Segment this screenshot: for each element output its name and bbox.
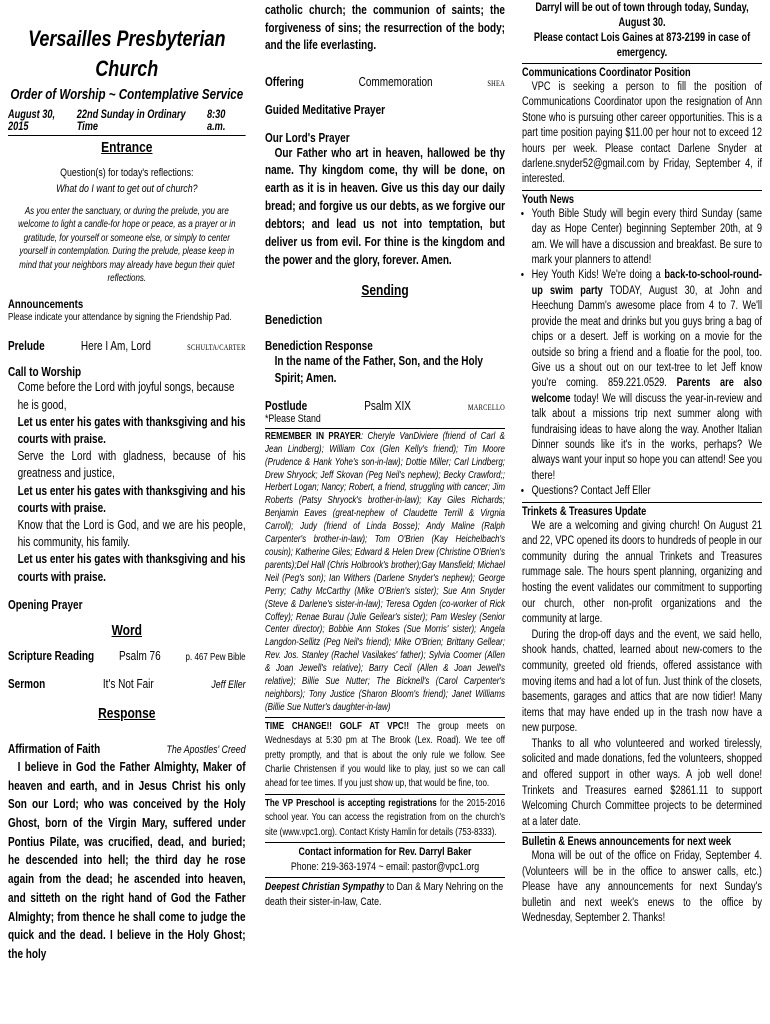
youth-item-swim-party: [532, 268, 762, 484]
youth-item-bible-study: • Youth Bible Study will begin every third Sunday (same day as Hope Center) beginning September 20th, at 9 am. We will have a discussion and breakfast. Be sure to mark your planners to attend!: [532, 207, 762, 269]
comm-divider: [522, 63, 762, 64]
liturgical-day: 22nd Sunday in Ordinary Time: [76, 109, 186, 133]
preschool-label: The VP Preschool is accepting registrations: [265, 797, 437, 809]
sympathy-text: to Dan & Mary Nehring on the death their sister-in-law, Cate.: [265, 881, 504, 909]
church-name: Versailles Presbyterian Church: [28, 26, 226, 81]
scripture-label: Scripture Reading: [8, 648, 95, 663]
guided-prayer: Guided Meditative Prayer: [265, 102, 386, 117]
benediction: Benediction: [265, 312, 323, 327]
call-response-3: Let us enter his gates with thanksgiving and his courts with praise.: [17, 552, 246, 584]
apostles-creed-part1: I believe in God the Father Almighty, Maker of heaven and earth, and in Jesus Christ his only Son our Lord; who was conceived by the Holy Ghost, born of the Virgin Mary, suffered under Pontius Pilate, was crucified, dead, and buried; he descended into hell; the third day he rose again from the dead; he ascended into heaven, and sitteth on the right hand of God the Father Almighty; from thence he shall come to judge the quick and the dead. I believe in the Holy Ghost; the holy: [8, 759, 246, 961]
postlude-composer: MARCELLO: [467, 402, 505, 412]
questions-label: Question(s) for today's reflections:: [60, 167, 194, 179]
call-response-1: Let us enter his gates with thanksgiving and his courts with praise.: [17, 414, 246, 447]
section-sending: Sending: [361, 281, 409, 299]
youth-item-questions: • Questions? Contact Jeff Eller: [532, 484, 762, 499]
section-response: Response: [98, 704, 156, 722]
trinkets-paragraph-1: We are a welcoming and giving church! On August 21 and 22, VPC opened its doors to hundreds of people in our community during the annual Trinkets and Treasures rummage sale. The hours spent planning, organizing and hosting the event validates our commitment to supporting our church, other non-profit organizations and the community at large.: [522, 519, 762, 626]
prelude-composer: SCHULTA/CARTER: [187, 343, 246, 353]
prelude-row: [8, 339, 246, 353]
opening-prayer: Opening Prayer: [8, 597, 83, 612]
trinkets-divider: [522, 502, 762, 503]
prayer-list-names: : Cheryle VanDiviere (friend of Carl & Jean Lindberg); William Cox (Glen Kelly's friend); Tim Moore (Prudence & Hank Yohe's son-in-law); Dottie Miller; Carl Lindberg; Drew Shryock; Jeff Skovan (Peg Neil's nephew); Becky Crawford;; Herbert Logan; Nancy; Robert, a friend, struggling with cancer; Jim Roberts (Patsy Shryock's brother-in-law); Kay Giles Richards; Benjamin Eaves (great-nephew of Claudette Terrill & Virgnia Carroll); Judy (friend of Linda Bosse); Andy Maline (Ralph Carpenter's brother-in-law); Tom O'Brien (Kay Heichelbach's cousin); Katherine Giles; Edward & Helen Drew (Christine O'Brien's parents);Del Hall (Chris Holbrook's brother);Gay Mansfield; Michael Neil (Peg's son); Ian Withers (Darlene Snyder's nephew); George Perry; Cathy McCarthy (Mike O'Brien's sister); Sue Ann Snyder (Steve & Darlene's sister-in-law); Teresa Ogden (co-worker of Rick Coffey); Renae Burau (Julie Geilear's sister); Pam Wesley (Senior Center director); Bobbie Ann Stokes (Sue Morris' sister); Angela Langdon-Sellitz (Peg Neil's friend); Mike O'Brien; Brittany Gellear; Rev. Jos. Stanley (Rachel Vasilakes' father); Sylvia Coomer (Allen & Joan Jewell's relative); Barry Cecil (Allen & Joan Jewell's relative); Billie Sue Nutter; The Bicknell's (Carol Carpenter's neighbors); Tony Justice (Sharon Bloom's friend); Janet Williams (Billie Sue Nutter's daughter-in-law): [265, 430, 505, 713]
section-word: Word: [111, 621, 143, 639]
postlude-row: [265, 399, 505, 413]
offering-label: Offering: [265, 74, 304, 89]
bulletin-text: Mona will be out of the office on Friday, September 4. (Volunteers will be in the office to answer calls, etc.) Please have any announcements for next Sunday's bulletin and next week's enews to the office by Wednesday, September 2. Thanks!: [522, 850, 762, 925]
sermon-title: It's Not Fair: [102, 676, 154, 691]
scripture-reference: Psalm 76: [119, 648, 161, 663]
sympathy-label: Deepest Christian Sympathy: [265, 881, 385, 894]
service-subtitle: Order of Worship ~ Contemplative Service: [10, 87, 244, 103]
service-time: 8:30 a.m.: [206, 109, 226, 133]
parents-welcome: Parents are also welcome: [531, 377, 763, 405]
section-entrance: Entrance: [101, 139, 153, 156]
header-divider: [8, 135, 246, 136]
contact-heading: Contact information for Rev. Darryl Baker: [298, 846, 472, 859]
benediction-response: In the name of the Father, Son, and the Holy Spirit; Amen.: [274, 353, 483, 385]
lords-prayer: Our Father who art in heaven, hallowed be thy name. Thy kingdom come, thy will be done, on earth as it is in heaven. Give us this day our daily bread; and forgive us our debts, as we forgive our debtors; and lead us not into temptation, but deliver us from evil. For thine is the kingdom and the power and the glory, forever. Amen.: [265, 145, 505, 267]
preschool-notice: [265, 797, 505, 840]
announcements-text: Please indicate your attendance by signing the Friendship Pad.: [8, 312, 232, 324]
golf-text: The group meets on Wednesdays at 5:30 pm at The Brook (Lex. Road). We tee off pretty promptly, and that is about the only rule we follow. See Charlie Christensen if you would like to play, just so we can call ahead for tee times. If you just show up, that would be fine, too.: [265, 720, 505, 790]
apostles-creed-part2: catholic church; the communion of saints; the forgiveness of sins; the resurrection of the body; and the life everlasting.: [265, 3, 505, 52]
sympathy-notice: [265, 880, 505, 910]
trinkets-heading: Trinkets & Treasures Update: [522, 505, 647, 518]
swim-party-details: TODAY, August 30, at John and Heechung Damm's awesome place from 4 to 7. We'll provide the meat and drinks but you guys bring a bag of chips or a desert. Jeff is working on a movie for the outside so bring a friend and a floatie for the pool, too. Give us a shout out on our text-tree to let Jeff know you're coming. 859.221.0529.: [531, 284, 762, 390]
golf-divider: [265, 717, 505, 718]
postlude-label: Postlude: [265, 398, 308, 413]
call-leader-1: Come before the Lord with joyful songs, because he is good,: [17, 380, 235, 412]
call-response-2: Let us enter his gates with thanksgiving and his courts with praise.: [17, 483, 246, 515]
sermon-preacher: Jeff Eller: [211, 678, 246, 691]
column-middle: [265, 0, 505, 910]
preschool-text: for the 2015-2016 school year. You can access the registration from on the church's site (www.vpc1.org). Contact Kristy Hamlin for details (753-8333).: [265, 797, 505, 838]
preschool-divider: [265, 794, 505, 795]
emergency-contact: Please contact Lois Gaines at 873-2199 in case of emergency.: [533, 32, 751, 59]
offering-title: Commemoration: [358, 74, 433, 89]
trinkets-paragraph-3: Thanks to all who volunteered and worked tirelessly, solicited and made donations, fed the volunteers, shopped and offered support in other ways. A job well done! Trinkets and Treasures earned $2861.11 to support Welcoming Church Committee projects to be determined at a later date.: [522, 737, 762, 828]
swim-party-intro: Hey Youth Kids! We're doing a: [531, 269, 665, 282]
contact-divider: [265, 842, 505, 843]
trinkets-paragraph-2: During the drop-off days and the event, we said hello, shook hands, chatted, learned about new-comers to the community, greeted old friends, offered assistance with moving items and had a lot of fun. Just think of the closets, basements, garages and attics that are now tidier! Many items that may have ended up in the trash now have a new purpose.: [522, 628, 762, 735]
youth-news-list: [522, 207, 762, 500]
entrance-intro: As you enter the sanctuary, or during the prelude, you are welcome to light a candle-for hope or peace, as a prayer or in gratitude, for yourself or someone else, or simply to center yourself in contemplation. During the prelude, please keep in mind that your neighbors may already have begun their quiet reflections.: [18, 206, 236, 285]
comm-coordinator-heading: Communications Coordinator Position: [522, 67, 691, 79]
call-to-worship-heading: Call to Worship: [8, 365, 82, 380]
call-to-worship: [8, 379, 246, 585]
offering-row: [265, 75, 505, 89]
contact-details: Phone: 219-363-1974 ~ email: pastor@vpc1.org: [290, 861, 480, 874]
service-date-row: [8, 109, 246, 133]
announcements-heading: Announcements: [8, 297, 84, 312]
postlude-title: Psalm XIX: [364, 398, 411, 413]
affirmation-label: Affirmation of Faith: [8, 741, 101, 756]
bulletin-divider: [522, 832, 762, 833]
sermon-row: [8, 677, 246, 691]
prelude-title: Here I Am, Lord: [80, 339, 151, 354]
scripture-page: p. 467 Pew Bible: [185, 651, 246, 663]
call-leader-2: Serve the Lord with gladness, because of his greatness and justice,: [17, 449, 246, 481]
affirmation-source: The Apostles' Creed: [166, 743, 246, 756]
sympathy-divider: [265, 877, 505, 878]
offering-composer: SHEA: [487, 78, 505, 88]
prelude-label: Prelude: [8, 339, 45, 354]
pastor-away-notice: Darryl will be out of town through today, Sunday, August 30.: [535, 2, 749, 29]
benediction-response-heading: Benediction Response: [265, 338, 373, 353]
bulletin-heading: Bulletin & Enews announcements for next week: [522, 836, 732, 849]
affirmation-row: [8, 742, 246, 756]
golf-label: TIME CHANGE!! GOLF AT VPC!!: [265, 720, 410, 732]
column-left: [8, 0, 246, 964]
scripture-row: [8, 649, 246, 663]
reflection-question: What do I want to get out of church?: [56, 182, 198, 195]
service-date: August 30, 2015: [8, 109, 56, 133]
golf-notice: [265, 720, 505, 792]
youth-news-heading: Youth News: [522, 193, 574, 206]
swim-party-title: back-to-school-round-up swim party: [531, 269, 762, 297]
notices-divider: [265, 428, 505, 429]
please-stand-note: *Please Stand: [265, 412, 321, 425]
comm-coordinator-text: VPC is seeking a person to fill the position of Communications Coordinator upon the resignation of Ann Stone who is pursuing other career opportunities. This is a part time position paying $11.00 per hour not to exceed 12 hours per week. Please contact Darlene Snyder at darlene.snyder52@gmail.com by Friday, September 4, if interested.: [522, 81, 762, 186]
column-right: [522, 0, 762, 926]
swim-party-closing: today! We will discuss the year-in-review and talk about a missions trip next summer along with fundraising ideas to have along the way. Another Italian Dinner sounds like it's in the works, perhaps? We always want your input so hope you can attend! See you there!: [531, 392, 762, 482]
youth-divider: [522, 190, 762, 191]
call-leader-3: Know that the Lord is God, and we are his people, his community, his family.: [17, 518, 246, 550]
prayer-list: [265, 431, 505, 715]
lords-prayer-heading: Our Lord's Prayer: [265, 130, 350, 145]
prayer-list-label: REMEMBER IN PRAYER: [265, 430, 361, 442]
sermon-label: Sermon: [8, 676, 46, 691]
